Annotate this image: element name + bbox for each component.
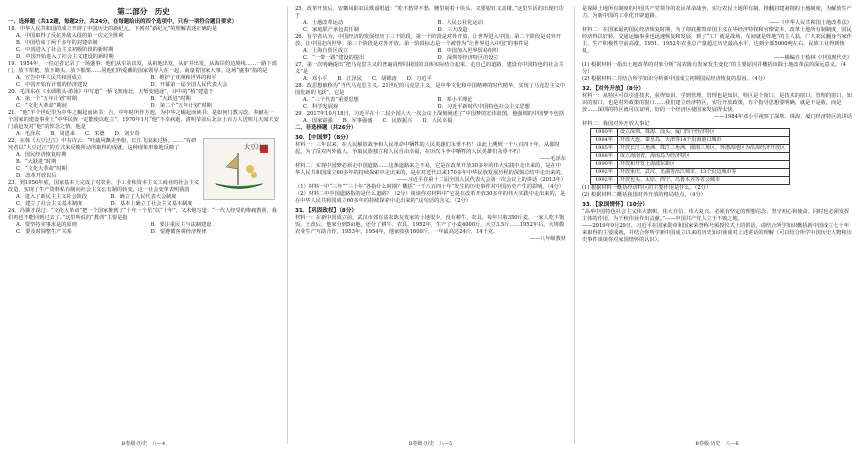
option: B．维护了亚洲和世界的和平 [150,75,217,81]
question-28: 28．改思想被称为“当代马克思主义，21世纪的马克思主义，是中华文化和中国精神的时代精华，实现了马克思主义中国化新的飞跃”。它是 [295,83,566,96]
table-cell-year: 1992年 [591,169,618,177]
sub-question: （1）材料一中“三年”“三十年”各指什么时期？概括“一千八百四十年”发生的历史事件对中国历史产生的影响。（4分） [295,184,564,190]
material-text: “高举中国特色社会主义伟大旗帜，伟大自信，伟大复兴。必须有坚定的理想信念，坚守初心和使命。同时也必须发挥主体的作用，为千秋伟业作出贡献。”——中国共产党人立于不败之地。 [582,209,850,222]
option: B．人民公社化运动 [437,20,483,26]
sub-question: (2) 根据材料二并结合所学知识分析新中国成立初期国民经济恢复的原因。（4分） [582,76,769,82]
table-cell-year: 1985年 [591,145,618,153]
bean-boat-painting-icon [204,139,274,199]
table-row [591,169,790,177]
painting-caption: 大豆过江 [244,144,269,151]
option: A．上海自贸区成立 [303,48,349,54]
option: B．周恩来 [50,131,76,137]
opening-up-table [590,128,790,185]
options [295,118,566,125]
material-source: ——《中华人民共和国土地改革法》 [768,20,852,26]
options [8,194,199,208]
option: D．基本上确立了社会主义基本制度 [110,201,193,207]
option: D．习近平 [406,76,432,82]
option: A．进入了新民主主义社会阶段 [16,194,88,200]
option: D．刘少奇 [114,131,140,137]
sub-question: (1) 根据材料一指出土地改革的对象分析“贫农陈有发家发生变化”的主要原因并概括该除土地改革法的深远意义。（4分） [582,62,847,75]
table-cell-event: 开放大连、秦皇岛、天津等14个沿海港口城市 [618,137,790,145]
option: C．家庭联产承包责任制 [303,27,359,33]
option: A．“三个代表”重要思想 [303,97,359,103]
option: B．江泽民 [337,76,363,82]
table-cell-year: 1984年 [591,137,618,145]
option: C．“文化大革命”时期 [16,166,67,172]
material-source: ——1984年邓小平视察了深圳、珠海、厦门经济特区的讲话 [714,114,852,120]
table-cell-event: 开放和开发上海浦东新区 [618,161,790,169]
option: D．开幕第一届全国人民代表大会 [150,82,228,88]
option: D．第二个“五年计划”时期 [150,103,212,109]
table-row [591,161,790,169]
material-text: 材料一：在新中国成立前，武汉市郊有贫农陈友发家的土地很少，没有耕牛，农具，每年只收350斤麦，一家人吃不饱饭。土改后，他家分到5亩地，还分了耕牛、农具。1952年，生产了小麦4000斤，大豆3.5斤……1952年后，大规模农业生产互助合作，1953年、1954年，他家收获1600斤，一年最高达24斤，14千克。 [295,215,565,235]
question-32-heading: 32．【对外开放】（8分） [582,86,645,92]
option: B．中国结束了两千多年的封建帝制 [16,40,98,46]
options [8,222,279,236]
painting-image [203,138,275,200]
page-left [0,0,287,450]
option: A．国家富强 [303,118,333,124]
table-cell-event: 开放长江三角洲、珠江三角洲、闽南三角区、环渤海地区为沿海经济开放区 [618,145,790,153]
question-18: 18．中华人民共和国的成立开辟了中国历史的新纪元。下列对“新纪元”的理解表述正确的是 [8,26,218,32]
option: B．“大跃进”时期 [150,96,191,102]
sub-question: （2）材料二中中国道路指的是什么道路？（2分）谈谈你对材料中“它是在改革开放30多年的伟大实践中走出来的，是在中华人民共和国成立60多年的持续探索中走出来的”这句话的含义。（2分） [295,191,566,204]
table-cell-event: 开放包头、太原、西宁、乌鲁木齐等省会城市 [618,177,790,185]
section-title: 一、选择题（共12题，每题2分，共24分。在每题给出的四个选项中，只有一项符合题目要求） [8,19,237,25]
option: C．胡锦涛 [372,76,397,82]
material-text: 材料二：实现中国梦必须走中国道路……这条道路来之不易，它是在改革开放30多年的伟大实践中走出来的，是在中华人民共和国成立60多年的持续探索中走出来的，是在对近代以来170多年中华民族发展历程的深刻总结中走出来的。 [295,163,566,176]
page-footer: B卷级·历史 八—6 [695,441,739,447]
question-33-heading: 33．【家国情怀】（10分） [582,202,648,208]
table-row [591,137,790,145]
option: C．要及时调整生产关系 [16,229,72,235]
option: A．要坚持实事求是的原则 [16,222,77,228]
page-footer: B卷级·历史 八—5 [408,441,453,447]
option: C．科学发展观 [303,104,339,110]
question-19: 19．1954年，一位记者记录了一场盛事：他们从车站出发，从祖地出发，从矿井出发，从海岸的边境线……一路下部门，放下犁耙，放下锄头，放下船桨……同他们所爱戴的国家领导人在一起，商量着国家大事。这场“盛事”指的是 [8,61,277,74]
option: D．深圳等经济特区的设立 [437,55,499,61]
page-footer: B卷级·历史 八—4 [121,441,166,447]
options [295,97,566,111]
question-24: 24．冯骥才说过：“文化大革命”把一个国家推到了“十年一个星”以“十年”，又木炮写道：“一代人经受的惨痛教训，我们再也不能回到过去了。”这里所说的“教训”主要是指 [8,208,277,221]
question-31-heading: 31．【巩固政权】（8分） [295,208,358,214]
options [295,20,566,34]
page-middle [287,0,574,450]
material-source: ——毛泽东 [540,156,566,162]
option: B．要注重民主与法制建设 [150,222,212,228]
option: C．中国开始有计划的经济建设 [16,82,88,88]
material-text: 材料二：在国家最初国民经济恢复时期，为了彻底摧毁帝国主义在华经济特权和官僚资本，改革土地所有制制度，国民经济得以好转，交通运输事业也迅速恢复和发展，到了“工厂就是战场，车间就是阵地”的主人翁，广大农民翻身当家作主，生产积极性空前高涨，1951、1952年农业总产量超过历史最高水平，达到全部5000吨左右，民族工业得到恢复。 [582,27,852,54]
material-text: 是保障土地所有制度的中国共产党领导的农民革命战争，实行农民土地所有制。推翻封建剥削的土地制度，为解放生产力，为新中国的工业化开辟道路。 [582,6,852,19]
table-row [591,153,790,161]
options [295,48,566,62]
question-26: 26．有学者认为，中国经济的发展经历了三个阶段，第一个阶段是对外开放，让世界进入中国；第二个阶段是对外开放，让中国走向世界；第三个阶段是对外开放。第一阶段标志是一个被誉为“让世界进入中国”的事件是 [295,34,561,47]
option: D．要遵循客观经济规律 [150,229,207,235]
sub-question: (1) 根据材料一概括经济特区的主要作用是什么。（2分） [582,185,712,191]
table-cell-event: 设立深圳、珠海、汕头、厦门四个经济特区 [618,129,790,137]
option: A．邓小平 [303,76,328,82]
options [8,131,279,138]
options [8,96,279,110]
material-text: ——2019年9月29日，习近平在国家勋章和国家荣誉称号颁授仪式上的讲话。请结合所学知识概括新中国成立七十年来取得的主要成就，并结合你所学新中国成立以来的历史知识谈谈对上述讲话的理解（可以结合所学中国历史人物和历史事件谈谈你对家国情怀的认识）。 [582,223,852,243]
question-29: 29．2017年10月18日，习近平在十二届全国人大一次会议上深刻阐述了“中国梦的宏伟蓝图，他强调的中国梦不包括 [295,111,565,117]
option: D．习近平新时代中国特色社会主义思想 [437,104,530,110]
option: B．“大跃进”时期 [16,159,57,165]
option: A．国民经济恢复时期 [16,152,67,158]
material-text: 材料一：从特区可以引进技术，获得知识，学到管理，管理也是知识。特区是个窗口，是技术的窗口，管理的窗口，知识的窗口，也是对外政策的窗口……我们建立经济特区，实行开放政策，有个指导思想要明确，就是不是收，而是放……深圳的特区就可以证明，好的一个经济区使国家发展得太快。 [582,93,852,113]
option: D．三大改造 [437,27,468,33]
option: C．建立了社会主义基本制度 [16,201,83,207]
question-25: 25．改革开放后，安徽凤阳农民歌谣唱道：“吃不愁穿不愁，腰里别着十块头，又要银钉又盖楼。”这里生活的出现归功于 [295,6,564,19]
table-row [591,177,790,185]
question-20: 20．毛泽东在《水调歌头·游泳》中写道“一桥飞架南北，天堑变通途”，诗中的“桥”建造于 [8,89,214,95]
question-30-heading: 30．【中国梦】（8分） [295,135,352,141]
section-title: 二、非选择题（共26分） [295,125,357,131]
option: A．毛泽东 [16,131,41,137]
table-cell-year: 1992年 [591,177,618,185]
option: A．宣告中华人民共和国成立 [16,75,82,81]
option: C．中国进入了社会主义初级阶段的新时期 [16,47,114,53]
option: C．朱德 [85,131,105,137]
page-right [574,0,860,450]
material-source: ——摘编自王桧林《中国现代史》 [774,55,852,61]
question-23: 23．到1956年底，国家基本上完成了对农业、手工业和资本主义工商业的社会主义改造，实现了生产资料私有制向社会主义公有制的转变，这一社会变革表明我国 [8,180,199,193]
table-row [591,145,790,153]
option: A．土地改革运动 [303,20,344,26]
material-source: ——八年级教材 [529,236,566,242]
page-title: 第二部分 历史 [117,7,170,16]
option: B．军事强盛 [342,118,373,124]
option: D．改革开放以后 [16,173,57,179]
question-27: 27．第一次明确提出“把马克思主义的普遍真理同我国的具体实际结合起来，走自己的道路，建设有中国特色的社会主义”是 [295,62,564,75]
question-22: 22．在韩《大豆过江》中有诗云：“叶蔬风飘美坐船，长江飞浪来过桥。……”有研究者以“大豆过江”的方式来反映所动所取得的成就，这种现象形象地反映了 [8,138,197,151]
material-text: 材料一：三年以来，在人民解放战争和人民革命中牺牲的人民英雄们永垂不朽！由此上溯到一千八百四十年，从那时起，为了反对内外敌人，争取民族独立和人民自由幸福，在历次斗争中牺牲的人民英雄们永垂不朽！ [295,142,560,155]
option: A．中国取得了反抗外敌入侵的第一次完全胜利 [16,33,124,39]
option: C．民族振兴 [382,118,413,124]
options [295,76,566,83]
question-21: 21．“他”半个世纪里为中华之崛起而读书：吉，中年时所作方池，为中华之崛起而读书：是如何门教习改，奉献在一个国家的建设事业上“中华民族一定能使以屹立”，1970年1月“他”不幸病逝，清明节前后北京上百万人送殡儿天闻天安门前赶发对“他”的悼念之情。他是 [8,110,279,130]
option: B．邓小平理论 [437,97,473,103]
option: A．第一个“五年计划”时期 [16,96,77,102]
table-cell-year: 1990年 [591,161,618,169]
table-caption: 材料二：我国对外开放大事记 [582,121,650,127]
option: D．中国开始进入了社会主义建设的新时期 [16,54,114,60]
option: C．“一带一路”建设的提出 [303,55,365,61]
material-source: ——习近平在第十二届全国人民代表大会第一次会议上的讲话（2013年） [397,177,566,183]
option: B．中国加入世界贸易组织 [437,48,499,54]
table-cell-year: 1988年 [591,153,618,161]
sub-question: (2) 根据材料二概括我国对外开放的格局特点。（4分） [582,192,706,198]
table-cell-event: 成立海南省，海南岛为经济特区 [618,153,790,161]
option: B．确立了人民代表大会制度 [110,194,177,200]
table-cell-year: 1980年 [591,129,618,137]
table-row [591,129,790,137]
option: D．人民幸福 [422,118,453,124]
table-cell-event: 开放重庆、武汉、芜湖等沿江城市，13个沿边城市等 [618,169,790,177]
options [8,75,279,89]
option: C．“文化大革命”期间 [16,103,67,109]
